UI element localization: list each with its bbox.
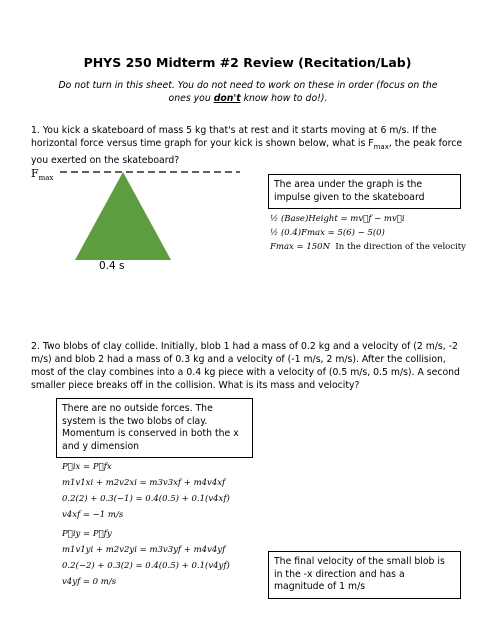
p1-eq-line3: [270, 242, 466, 252]
p1-eq-result: Fmax = 150N: [270, 242, 331, 252]
fmax-axis-label: [31, 167, 53, 182]
problem2-answer-box: The final velocity of the small blob is in the -x direction and has a magnitude of 1 m/s: [268, 551, 461, 599]
problem1-text-sub: max: [373, 142, 389, 151]
p2-x-eq-line1: P⃗ix = P⃗fx: [62, 462, 112, 472]
instructions-text-2: know how to do!).: [240, 93, 328, 104]
problem2-note-box: There are no outside forces. The system is the two blobs of clay. Momentum is conserved in both the x and y dimension: [56, 398, 253, 458]
problem1-statement: [31, 124, 467, 167]
p2-x-eq-line4: v4xf = −1 m/s: [62, 510, 124, 520]
problem1-text-2: , the peak force you exerted on the skateboard?: [31, 138, 463, 166]
problem1-note-box: The area under the graph is the impulse given to the skateboard: [268, 174, 461, 209]
instructions-text-1: Do not turn in this sheet. You do not need to work on these in order (focus on the ones you: [58, 80, 438, 104]
time-label: 0.4 s: [99, 260, 125, 272]
p1-eq-direction: In the direction of the velocity: [335, 242, 466, 252]
problem2-statement: 2. Two blobs of clay collide. Initially, blob 1 had a mass of 0.2 kg and a velocity of (2 m/s, -2 m/s) and blob 2 had a mass of 0.3 kg and a velocity of (-1 m/s, 2 m/s). After the collision, most of the clay combines into a 0.4 kg piece with a velocity of (0.5 m/s, 0.5 m/s). A second smaller piece breaks off in the collision. What is its mass and velocity?: [31, 341, 460, 391]
instructions: [52, 79, 444, 105]
p2-y-eq-line1: P⃗iy = P⃗fy: [62, 529, 112, 539]
instructions-emphasis: don't: [213, 93, 241, 104]
fmax-label-sub: max: [38, 174, 54, 183]
force-time-graph: [60, 166, 245, 264]
p2-y-eq-line3: 0.2(−2) + 0.3(2) = 0.4(0.5) + 0.1(v4yf): [62, 561, 230, 571]
problem1-text-1: 1. You kick a skateboard of mass 5 kg that's at rest and it starts moving at 6 m/s. If the horizontal force versus time graph for your kick is shown below, what is F: [31, 125, 437, 149]
impulse-triangle: [75, 172, 171, 260]
p2-x-eq-line2: m1v1xi + m2v2xi = m3v3xf + m4v4xf: [62, 478, 226, 488]
p2-y-eq-line2: m1v1yi + m2v2yi = m3v3yf + m4v4yf: [62, 545, 226, 555]
p2-y-eq-line4: v4yf = 0 m/s: [62, 577, 117, 587]
p1-eq-line2: ½ (0.4)Fmax = 5(6) − 5(0): [270, 228, 385, 238]
p1-eq-line1: ½ (Base)Height = mv⃗f − mv⃗i: [270, 214, 405, 224]
page-title: PHYS 250 Midterm #2 Review (Recitation/Lab): [83, 55, 412, 70]
fmax-label: F: [31, 167, 39, 180]
p2-x-eq-line3: 0.2(2) + 0.3(−1) = 0.4(0.5) + 0.1(v4xf): [62, 494, 230, 504]
